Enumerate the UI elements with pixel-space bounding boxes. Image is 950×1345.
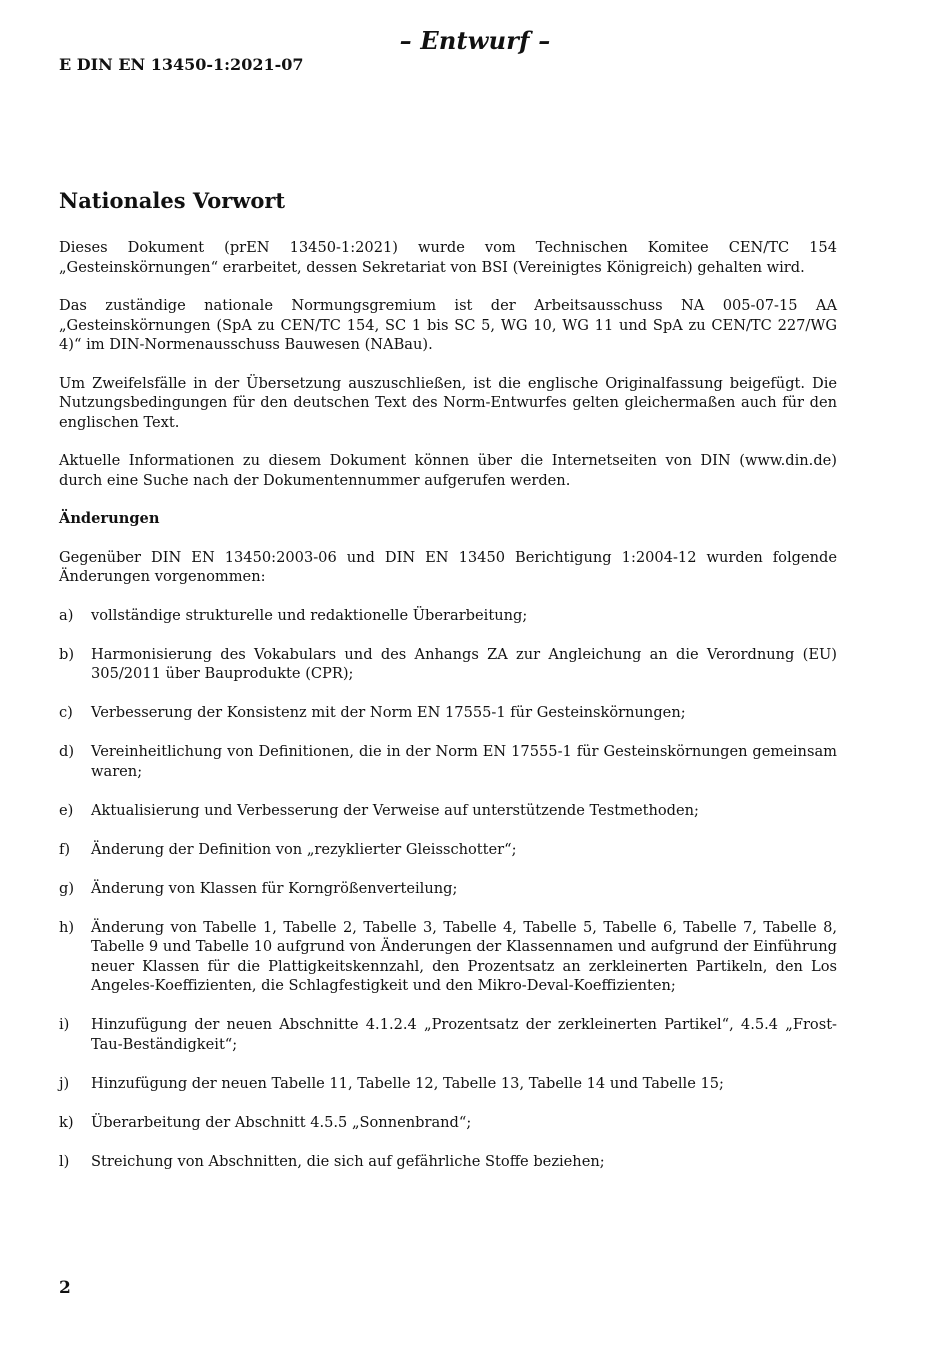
list-item bbox=[59, 840, 837, 860]
list-item-text: Streichung von Abschnitten, die sich auf gefährliche Stoffe beziehen; bbox=[91, 1152, 605, 1170]
list-marker: g) bbox=[59, 879, 75, 897]
list-item bbox=[59, 703, 837, 723]
list-item-text: Hinzufügung der neuen Abschnitte 4.1.2.4 „Prozentsatz der zerkleinerten Partikel“, 4.5.4 „Frost-Tau-Beständigkeit“; bbox=[91, 1016, 837, 1053]
list-item-text: Überarbeitung der Abschnitt 4.5.5 „Sonnenbrand“; bbox=[91, 1113, 472, 1131]
section-title: Nationales Vorwort bbox=[59, 188, 286, 213]
list-item-text: vollständige strukturelle und redaktionelle Überarbeitung; bbox=[91, 606, 528, 624]
list-marker: h) bbox=[59, 918, 75, 936]
changes-intro: Gegenüber DIN EN 13450:2003-06 und DIN EN 13450 Berichtigung 1:2004-12 wurden folgende Änderungen vorgenommen: bbox=[59, 548, 837, 585]
list-item-text: Verbesserung der Konsistenz mit der Norm EN 17555-1 für Gesteinskörnungen; bbox=[91, 704, 686, 721]
list-item bbox=[59, 918, 837, 996]
list-item bbox=[59, 1015, 837, 1054]
list-marker: a) bbox=[59, 606, 74, 624]
list-marker: f) bbox=[59, 840, 71, 858]
list-item bbox=[59, 606, 837, 626]
list-marker: l) bbox=[59, 1152, 70, 1170]
list-item bbox=[59, 1074, 837, 1094]
page-content bbox=[59, 186, 837, 1191]
list-item-text: Änderung von Klassen für Korngrößenverteilung; bbox=[91, 879, 458, 897]
list-item-text: Aktualisierung und Verbesserung der Verweise auf unterstützende Testmethoden; bbox=[91, 801, 699, 819]
list-item bbox=[59, 879, 837, 899]
list-item bbox=[59, 1152, 837, 1172]
list-item bbox=[59, 645, 837, 684]
list-item-text: Harmonisierung des Vokabulars und des Anhangs ZA zur Angleichung an die Verordnung (EU) 305/2011 über Bauprodukte (CPR); bbox=[91, 645, 837, 682]
changes-heading: Änderungen bbox=[59, 510, 160, 527]
list-item bbox=[59, 742, 837, 781]
draft-watermark-title: – Entwurf – bbox=[399, 26, 551, 55]
paragraph-standards-body: Das zuständige nationale Normungsgremium ist der Arbeitsausschuss NA 005-07-15 AA „Gesteinskörnungen (SpA zu CEN/TC 154, SC 1 bis SC 5, WG 10, WG 11 und SpA zu CEN/TC 227/WG 4)“ im DIN-Normenausschuss Bauwesen (NABau). bbox=[59, 297, 837, 353]
list-marker: d) bbox=[59, 743, 75, 760]
changes-list bbox=[59, 606, 837, 1172]
list-marker: b) bbox=[59, 645, 75, 663]
list-marker: i) bbox=[59, 1016, 70, 1033]
list-marker: j) bbox=[59, 1074, 70, 1092]
list-item-text: Vereinheitlichung von Definitionen, die in der Norm EN 17555-1 für Gesteinskörnungen gemeinsam waren; bbox=[91, 743, 837, 780]
paragraph-committee: Dieses Dokument (prEN 13450-1:2021) wurde vom Technischen Komitee CEN/TC 154 „Gesteinskörnungen“ erarbeitet, dessen Sekretariat von BSI (Vereinigtes Königreich) gehalten wird. bbox=[59, 239, 837, 276]
list-marker: c) bbox=[59, 704, 73, 721]
paragraph-translation-note: Um Zweifelsfälle in der Übersetzung auszuschließen, ist die englische Originalfassung beigefügt. Die Nutzungsbedingungen für den deutschen Text des Norm-Entwurfes gelten gleichermaßen auch für den englischen Text. bbox=[59, 374, 837, 431]
list-item bbox=[59, 1113, 837, 1133]
page-number: 2 bbox=[59, 1278, 71, 1298]
list-marker: k) bbox=[59, 1113, 74, 1131]
list-item-text: Hinzufügung der neuen Tabelle 11, Tabelle 12, Tabelle 13, Tabelle 14 und Tabelle 15; bbox=[91, 1074, 724, 1092]
paragraph-current-information: Aktuelle Informationen zu diesem Dokument können über die Internetseiten von DIN (www.din.de) durch eine Suche nach der Dokumentennummer aufgerufen werden. bbox=[59, 452, 837, 489]
list-marker: e) bbox=[59, 801, 74, 819]
list-item bbox=[59, 801, 837, 821]
list-item-text: Änderung der Definition von „rezyklierter Gleisschotter“; bbox=[91, 840, 517, 858]
list-item-text: Änderung von Tabelle 1, Tabelle 2, Tabelle 3, Tabelle 4, Tabelle 5, Tabelle 6, Tabelle 7, Tabelle 8, Tabelle 9 und Tabelle 10 aufgrund von Änderungen der Klassennamen und aufgrund der Einführung neuer Klassen für die Plattigkeitskennzahl, den Prozentsatz an zerkleinerten Partikeln, den Los Angeles-Koeffizienten, die Schlagfestigkeit und den Mikro-Deval-Koeffizienten; bbox=[91, 918, 837, 994]
document-identifier: E DIN EN 13450-1:2021-07 bbox=[59, 55, 304, 74]
